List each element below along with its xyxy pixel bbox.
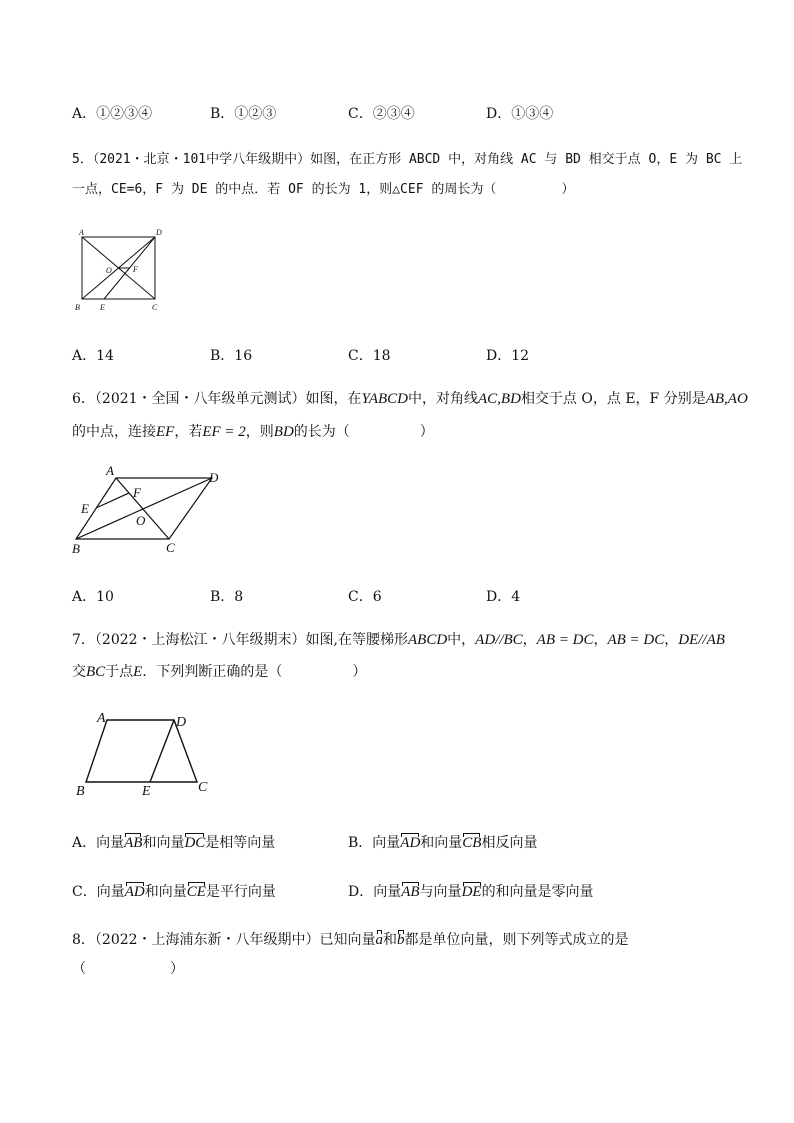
q6-label-f: F (133, 485, 141, 500)
q7-label-d: D (176, 715, 187, 730)
q7-label-e: E (142, 784, 151, 799)
q6-label-c: C (166, 540, 175, 555)
q5-stem-line2: 一点，CE=6，F 为 DE 的中点．若 OF 的长为 1，则△CEF 的周长为（ ） (72, 182, 575, 197)
q5-label-e: E (100, 303, 105, 312)
q6-option-d: D．4 (486, 589, 521, 605)
q5-option-a: A．14 (72, 348, 114, 364)
q4-option-b: B．①②③ (210, 106, 277, 122)
q4-option-c: C．②③④ (348, 106, 415, 122)
q6-diagonal-ac (116, 478, 169, 539)
q5-label-f: F (133, 265, 138, 274)
q5-label-o: O (106, 266, 112, 275)
q7-stem-line2: 交BC于点E．下列判断正确的是（ ） (72, 664, 367, 680)
q5-label-d: D (156, 228, 162, 237)
q8-stem-line2: （ ） (72, 961, 184, 977)
q4-option-d: D．①③④ (486, 106, 554, 122)
q5-label-b: B (75, 303, 80, 312)
q5-option-b: B．16 (210, 348, 253, 364)
q7-stem-line1: 7．（2022・上海松江・八年级期末）如图,在等腰梯形ABCD中，AD//BC，AB = DC，AB = DC，DE//AB (72, 632, 725, 648)
q8-stem-line1: 8．（2022・上海浦东新・八年级期中）已知向量a和b都是单位向量，则下列等式成立的是 (72, 932, 629, 948)
q4-option-a: A．①②③④ (72, 106, 153, 122)
q5-option-d: D．12 (486, 348, 530, 364)
q5-label-a: A (79, 228, 84, 237)
q7-option-d: D．向量AB与向量DE的和向量是零向量 (348, 884, 594, 900)
q6-stem-line1: 6．（2021・全国・八年级单元测试）如图，在YABCD中，对角线AC,BD相交于点 O，点 E，F 分别是AB,AO (72, 391, 748, 407)
q5-stem-line1: 5．（2021・北京・101中学八年级期中）如图，在正方形 ABCD 中，对角线 AC 与 BD 相交于点 O，E 为 BC 上 (72, 152, 743, 167)
q6-option-c: C．6 (348, 589, 382, 605)
q5-label-c: C (152, 303, 158, 312)
q6-option-a: A．10 (72, 589, 114, 605)
q7-label-a: A (97, 711, 106, 726)
q6-label-b: B (72, 541, 80, 556)
q6-label-o: O (136, 513, 146, 528)
q6-figure (66, 462, 236, 557)
q5-figure (70, 225, 170, 317)
q7-label-c: C (198, 780, 208, 795)
q6-stem-line2: 的中点，连接EF，若EF = 2，则BD的长为（ ） (72, 424, 434, 440)
q7-option-c: C．向量AD和向量CE是平行向量 (72, 884, 276, 900)
q6-option-b: B．8 (210, 589, 244, 605)
q6-label-d: D (209, 470, 219, 485)
q7-option-b: B．向量AD和向量CB相反向量 (348, 835, 538, 851)
q6-parallelogram-name: YABCD (361, 391, 409, 407)
q7-option-a: A．向量AB和向量DC是相等向量 (72, 835, 276, 851)
q7-segment-de (150, 720, 174, 782)
q7-label-b: B (76, 784, 85, 799)
q6-label-a: A (106, 463, 114, 478)
q7-figure (70, 705, 220, 800)
q6-label-e: E (81, 501, 89, 516)
q5-option-c: C．18 (348, 348, 391, 364)
